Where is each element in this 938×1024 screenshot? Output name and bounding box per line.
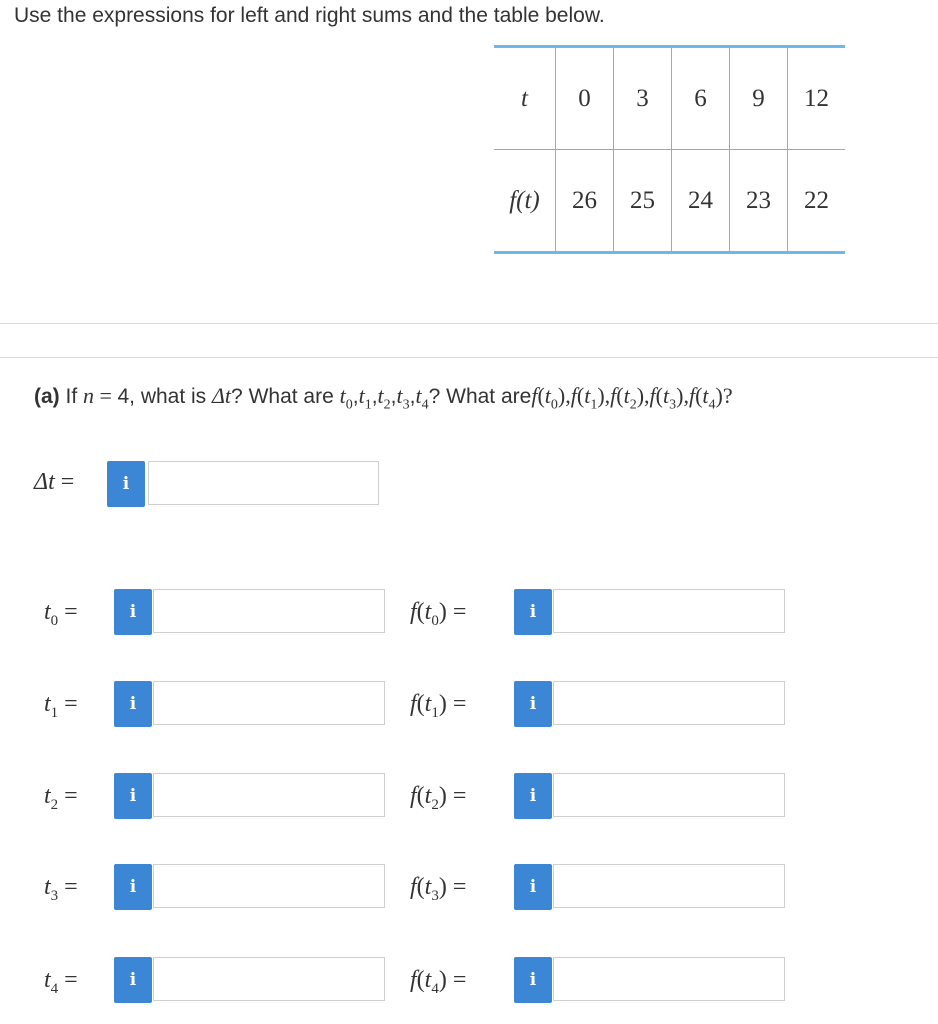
t0-info-icon[interactable]: i bbox=[114, 589, 152, 635]
question-text-2: what is bbox=[140, 385, 207, 408]
table-header-t: t bbox=[494, 47, 556, 150]
table-row-t bbox=[494, 47, 845, 150]
question-text-1: If bbox=[65, 385, 78, 408]
f-t0-label: $f(t_0)$ = bbox=[410, 599, 467, 629]
table-cell-t-3: 9 bbox=[730, 47, 788, 150]
table-cell-f-1: 25 bbox=[614, 150, 672, 253]
f-t3-input[interactable] bbox=[553, 864, 785, 908]
table-cell-f-2: 24 bbox=[672, 150, 730, 253]
f-t1-info-icon[interactable]: i bbox=[514, 681, 552, 727]
t4-input[interactable] bbox=[153, 957, 385, 1001]
table-header-f: f(t) bbox=[509, 186, 540, 214]
f-t4-label: $f(t_4)$ = bbox=[410, 967, 467, 997]
divider-bottom bbox=[0, 357, 938, 358]
question-text-3: What are bbox=[248, 385, 334, 408]
table-cell-t-1: 3 bbox=[614, 47, 672, 150]
f-t3-info-icon[interactable]: i bbox=[514, 864, 552, 910]
t2-input[interactable] bbox=[153, 773, 385, 817]
table-cell-f-0: 26 bbox=[556, 150, 614, 253]
t4-info-icon[interactable]: i bbox=[114, 957, 152, 1003]
t4-label: $t_4$ = bbox=[44, 967, 78, 997]
t3-label: $t_3$ = bbox=[44, 874, 78, 904]
table-cell-t-4: 12 bbox=[788, 47, 846, 150]
t1-info-icon[interactable]: i bbox=[114, 681, 152, 727]
t1-input[interactable] bbox=[153, 681, 385, 725]
f-t1-input[interactable] bbox=[553, 681, 785, 725]
t2-info-icon[interactable]: i bbox=[114, 773, 152, 819]
t0-label: $t_0$ = bbox=[44, 599, 78, 629]
table-row-f bbox=[494, 150, 845, 253]
t1-label: $t_1$ = bbox=[44, 691, 78, 721]
f-t3-label: $f(t_3)$ = bbox=[410, 874, 467, 904]
table-cell-f-4: 22 bbox=[788, 150, 846, 253]
f-t0-info-icon[interactable]: i bbox=[514, 589, 552, 635]
question-text-4: What are bbox=[446, 385, 532, 408]
t0-input[interactable] bbox=[153, 589, 385, 633]
t3-info-icon[interactable]: i bbox=[114, 864, 152, 910]
f-t2-label: $f(t_2)$ = bbox=[410, 783, 467, 813]
data-table bbox=[494, 45, 845, 254]
divider-top bbox=[0, 323, 938, 324]
instruction-text: Use the expressions for left and right sums and the table below. bbox=[14, 4, 605, 27]
table-cell-t-0: 0 bbox=[556, 47, 614, 150]
table-cell-t-2: 6 bbox=[672, 47, 730, 150]
t3-input[interactable] bbox=[153, 864, 385, 908]
f-t4-input[interactable] bbox=[553, 957, 785, 1001]
question-text: (a) If n = 4, what is Δt? What are $t_0,t_1,t_2,t_3,t_4$? What $aref(t_0),f(t_1),f(t_2),f(t_3),f(t_4)$? bbox=[34, 383, 733, 413]
question-part-label: (a) bbox=[34, 385, 60, 408]
f-t2-input[interactable] bbox=[553, 773, 785, 817]
f-t0-input[interactable] bbox=[553, 589, 785, 633]
f-t2-info-icon[interactable]: i bbox=[514, 773, 552, 819]
table-cell-f-3: 23 bbox=[730, 150, 788, 253]
f-t1-label: $f(t_1)$ = bbox=[410, 691, 467, 721]
delta-t-input[interactable] bbox=[148, 461, 379, 505]
t2-label: $t_2$ = bbox=[44, 783, 78, 813]
delta-t-label: Δt = bbox=[34, 469, 75, 495]
f-t4-info-icon[interactable]: i bbox=[514, 957, 552, 1003]
delta-t-info-icon[interactable]: i bbox=[107, 461, 145, 507]
